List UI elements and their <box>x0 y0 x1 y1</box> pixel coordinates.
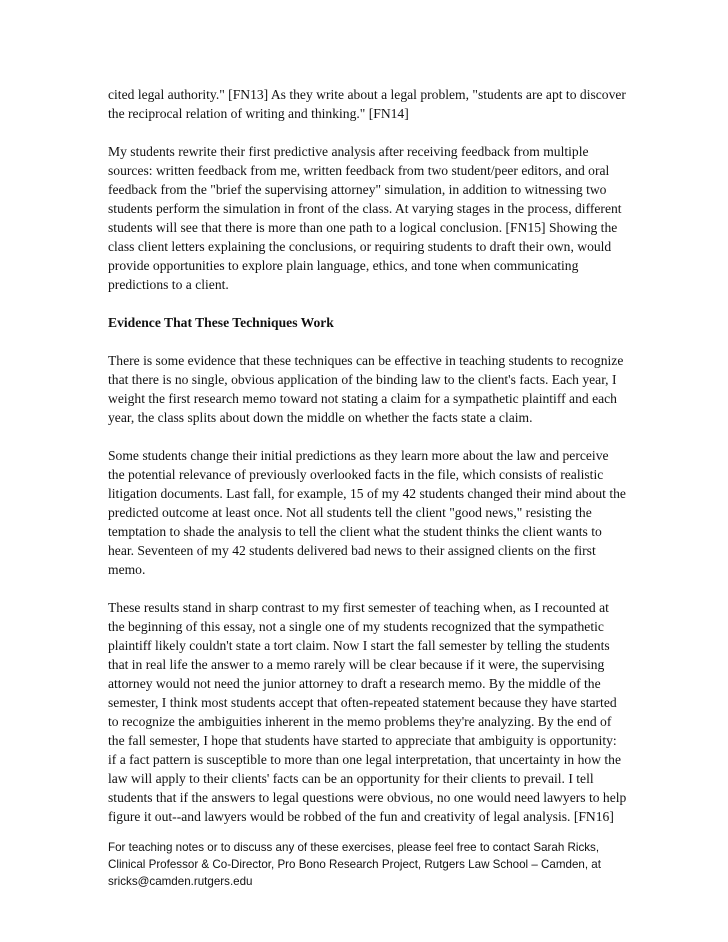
paragraph-1: cited legal authority." [FN13] As they write about a legal problem, "students are apt to discover the reciprocal relation of writing and thinking." [FN14] <box>108 87 626 121</box>
footer-note: For teaching notes or to discuss any of these exercises, please feel free to contact Sarah Ricks, Clinical Professor & Co-Director, Pro Bono Research Project, Rutgers Law School – Camden, at sricks@camden.rutgers.edu <box>108 841 601 888</box>
paragraph-2: My students rewrite their first predictive analysis after receiving feedback from multiple sources: written feedback from me, written feedback from two student/peer editors, and oral feedback from the "brief the supervising attorney" simulation, in addition to witnessing two students perform the simulation in front of the class. At varying stages in the process, different students will see that there is more than one path to a logical conclusion. [FN15] Showing the class client letters explaining the conclusions, or requiring students to draft their own, would provide opportunities to explore plain language, ethics, and tone when communicating predictions to a client. <box>108 144 622 292</box>
section-heading: Evidence That These Techniques Work <box>108 315 334 330</box>
document-body <box>108 85 628 845</box>
section-paragraph-1: There is some evidence that these techniques can be effective in teaching students to recognize that there is no single, obvious application of the binding law to the client's facts. Each year, I weight the first research memo toward not stating a claim for a sympathetic plaintiff and each year, the class splits about down the middle on whether the facts state a claim. <box>108 353 624 425</box>
section-paragraph-2: Some students change their initial predictions as they learn more about the law and perceive the potential relevance of previously overlooked facts in the file, which consists of realistic litigation documents. Last fall, for example, 15 of my 42 students changed their mind about the predicted outcome at least once. Not all students tell the client "good news," resisting the temptation to shade the analysis to tell the client what the student thinks the client wants to hear. Seventeen of my 42 students delivered bad news to their assigned clients on the first memo. <box>108 448 626 577</box>
section-paragraph-3: These results stand in sharp contrast to my first semester of teaching when, as I recounted at the beginning of this essay, not a single one of my students recognized that the sympathetic plaintiff likely couldn't state a tort claim. Now I start the fall semester by telling the students that in real life the answer to a memo rarely will be clear because if it were, the supervising attorney would not need the junior attorney to draft a research memo. By the middle of the semester, I think most students accept that often-repeated statement because they have started to recognize the ambiguities inherent in the memo problems they're analyzing. By the end of the fall semester, I hope that students have started to appreciate that ambiguity is opportunity: if a fact pattern is susceptible to more than one legal interpretation, that uncertainty in how the law will apply to their clients' facts can be an opportunity for their clients to prevail. I tell students that if the answers to legal questions were obvious, no one would need lawyers to help figure it out--and lawyers would be robbed of the fun and creativity of legal analysis. [FN16] <box>108 600 627 824</box>
